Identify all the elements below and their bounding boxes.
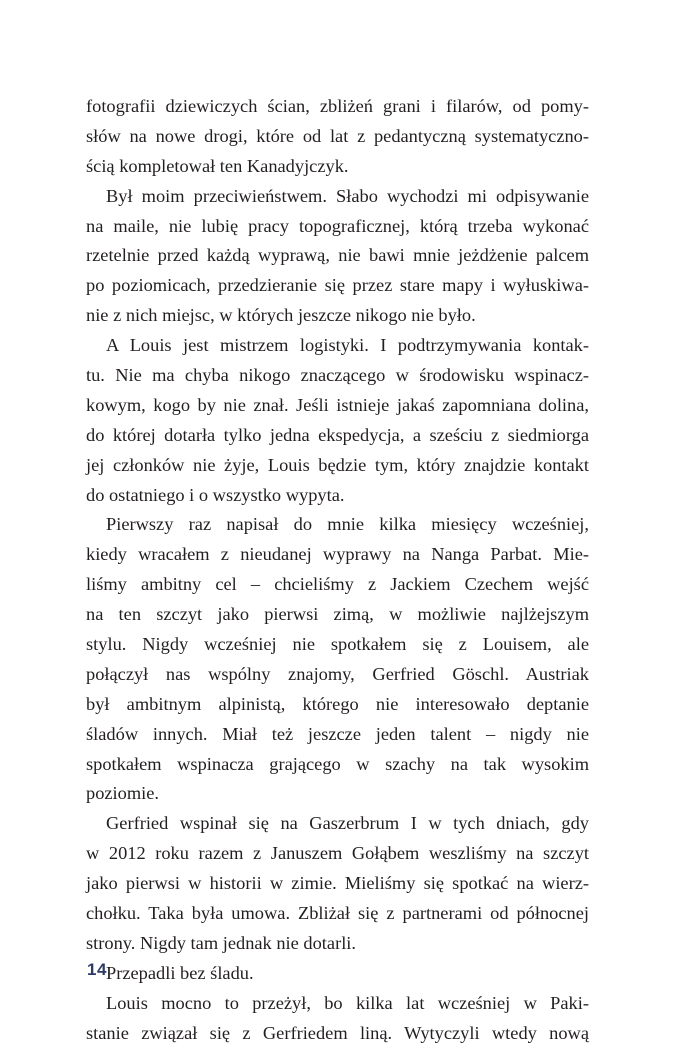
- text-line: Był moim przeciwieństwem. Słabo wychodzi mi odpisywanie: [106, 185, 589, 206]
- text-line: fotografii dziewiczych ścian, zbliżeń grani i filarów, od pomy-: [86, 96, 589, 116]
- text-line: ścią kompletował ten Kanadyjczyk.: [86, 155, 349, 176]
- text-line: nie z nich miejsc, w których jeszcze nikogo nie było.: [86, 305, 476, 326]
- body-text: [86, 92, 589, 1049]
- text-line: śladów innych. Miał też jeszcze jeden talent – nigdy nie: [86, 723, 589, 744]
- text-line: poziomie.: [86, 783, 160, 804]
- text-line: Pierwszy raz napisał do mnie kilka miesięcy wcześniej,: [106, 514, 589, 535]
- text-line: po poziomicach, przedzieranie się przez stare mapy i wyłuskiwa-: [86, 275, 589, 296]
- text-line: Louis mocno to przeżył, bo kilka lat wcześniej w Paki-: [106, 992, 589, 1013]
- text-line: chołku. Taka była umowa. Zbliżał się z partnerami od północnej: [86, 903, 589, 924]
- text-line: do której dotarła tylko jedna ekspedycja, a sześciu z siedmiorga: [86, 424, 589, 445]
- text-line: kiedy wracałem z nieudanej wyprawy na Nanga Parbat. Mie-: [86, 544, 589, 565]
- text-line: A Louis jest mistrzem logistyki. I podtrzymywania kontak-: [106, 335, 589, 356]
- text-line: połączył nas wspólny znajomy, Gerfried Göschl. Austriak: [86, 663, 589, 684]
- text-line: do ostatniego i o wszystko wypyta.: [86, 484, 345, 505]
- text-line: na maile, nie lubię pracy topograficznej, którą trzeba wykonać: [86, 215, 589, 236]
- text-line: jej członków nie żyje, Louis będzie tym, który znajdzie kontakt: [86, 454, 589, 475]
- text-line: stylu. Nigdy wcześniej nie spotkałem się z Louisem, ale: [86, 634, 589, 655]
- text-line: Gerfried wspinał się na Gaszerbrum I w tych dniach, gdy: [106, 813, 589, 834]
- text-line: liśmy ambitny cel – chcieliśmy z Jackiem Czechem wejść: [86, 574, 589, 595]
- text-line: na ten szczyt jako pierwsi zimą, w możliwie najlżejszym: [86, 604, 589, 625]
- text-line: strony. Nigdy tam jednak nie dotarli.: [86, 932, 357, 953]
- page-number: 14: [87, 960, 107, 979]
- text-line: spotkałem wspinacza grającego w szachy na tak wysokim: [86, 753, 589, 774]
- text-line: stanie związał się z Gerfriedem liną. Wytyczyli wtedy nową: [86, 1022, 589, 1043]
- text-line: słów na nowe drogi, które od lat z pedantyczną systematyczno-: [86, 125, 589, 146]
- text-line: w 2012 roku razem z Januszem Gołąbem weszliśmy na szczyt: [86, 843, 589, 864]
- text-line: kowym, kogo by nie znał. Jeśli istnieje jakaś zapomniana dolina,: [86, 394, 589, 415]
- text-line: Przepadli bez śladu.: [106, 962, 254, 983]
- text-line: tu. Nie ma chyba nikogo znaczącego w środowisku wspinacz-: [86, 365, 589, 386]
- text-line: jako pierwsi w historii w zimie. Mieliśmy się spotkać na wierz-: [86, 873, 589, 894]
- text-line: był ambitnym alpinistą, którego nie interesowało deptanie: [86, 693, 589, 714]
- text-line: rzetelnie przed każdą wyprawą, nie bawi mnie jeżdżenie palcem: [86, 245, 589, 266]
